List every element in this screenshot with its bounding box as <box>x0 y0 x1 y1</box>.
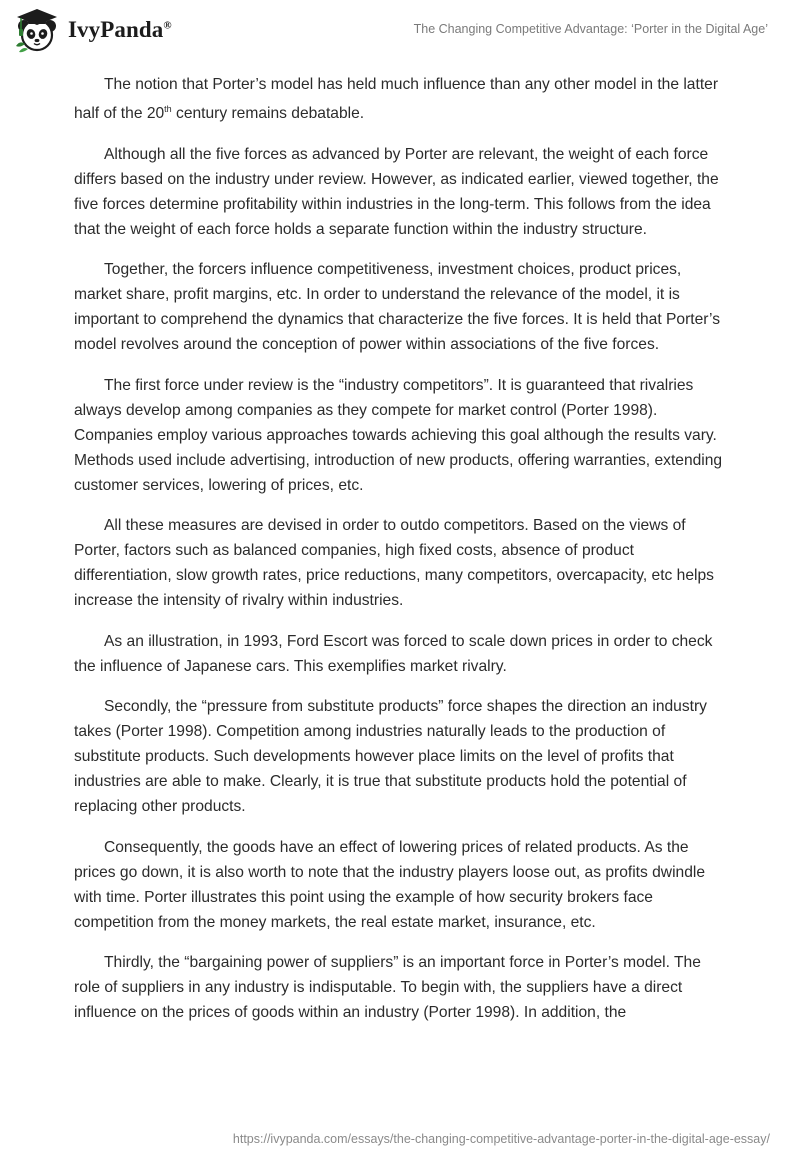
brand-name <box>68 17 172 43</box>
paragraph-1-text: The notion that Porter’s model has held much influence than any other model in the latter half of the 20 <box>74 76 719 123</box>
paragraph-7: Secondly, the “pressure from substitute products” force shapes the direction an industry takes (Porter 1998). Competition among industries naturally leads to the production of substitute products. Such developments however place limits on the level of profits that industries are able to make. Clearly, it is true that substitute products hold the potential of replacing other products. <box>74 698 707 816</box>
paragraph-3: Together, the forcers influence competitiveness, investment choices, product prices, market share, profit margins, etc. In order to understand the relevance of the model, it is important to comprehend the dynamics that characterize the five forces. It is held that Porter’s model revolves around the conception of power within associations of the five forces. <box>74 261 721 354</box>
paragraph-6: As an illustration, in 1993, Ford Escort was forced to scale down prices in order to check the influence of Japanese cars. This exemplifies market rivalry. <box>74 632 713 675</box>
panda-graduate-icon <box>12 6 62 54</box>
paragraph-1-text-end: century remains debatable. <box>171 105 365 123</box>
paragraph-4: The first force under review is the “industry competitors”. It is guaranteed that rivalries always develop among companies as they compete for market control (Porter 1998). Companies employ various approaches towards achieving this goal although the results vary. Methods used include advertising, introduction of new products, offering warranties, extending customer services, lowering of prices, etc. <box>74 376 723 494</box>
brand-text: IvyPanda <box>68 17 164 42</box>
brand-registered-mark: ® <box>163 19 172 32</box>
paragraph-8: Consequently, the goods have an effect of lowering prices of related products. As the prices go down, it is also worth to note that the industry players loose out, as profits dwindle with time. Porter illustrates this point using the example of how security brokers face competition from the money markets, the real estate market, insurance, etc. <box>74 838 706 931</box>
paragraph-9: Thirdly, the “bargaining power of suppliers” is an important force in Porter’s model. The role of suppliers in any industry is indisputable. To begin with, the suppliers have a direct influence on the prices of goods within an industry (Porter 1998). In addition, the <box>74 954 701 1022</box>
paragraph-5: All these measures are devised in order to outdo competitors. Based on the views of Porter, factors such as balanced companies, high fixed costs, absence of product differentiation, slow growth rates, price reductions, many competitors, overcapacity, etc helps increase the intensity of rivalry within industries. <box>74 517 714 610</box>
page-header <box>0 0 800 70</box>
source-url[interactable]: https://ivypanda.com/essays/the-changing-competitive-advantage-porter-in-the-digital-age-essay/ <box>232 1132 770 1146</box>
ordinal-suffix: th <box>164 104 172 114</box>
essay-body <box>74 72 724 1041</box>
paragraph-2: Although all the five forces as advanced by Porter are relevant, the weight of each force differs based on the industry under review. However, as indicated earlier, viewed together, the five forces determine profitability within industries in the long-term. This follows from the idea that the weight of each force holds a separate function within the industry structure. <box>74 145 719 238</box>
paragraph-1 <box>74 72 724 126</box>
document-title: The Changing Competitive Advantage: ‘Porter in the Digital Age’ <box>413 22 768 36</box>
ivypanda-logo[interactable] <box>12 6 172 54</box>
